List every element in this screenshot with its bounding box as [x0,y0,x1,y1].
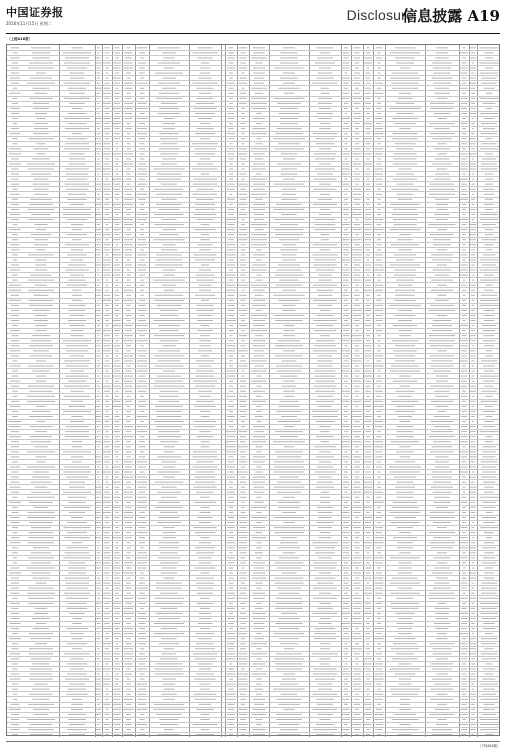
section-title: 信息披露 A19 [402,7,500,25]
table-grid [6,44,500,736]
continued-from-label: （上接A18版） [7,37,33,41]
disclosure-label: Disclosure [346,7,414,23]
newspaper-logo: 中国证券报 [6,6,64,19]
continued-on-label: （下转A20版） [477,744,500,748]
masthead [6,4,500,30]
issue-date: 2016年11月15日 星期二 [6,21,52,26]
disclosure-table [6,38,500,740]
fine-print-texture [7,45,501,737]
header-divider [6,33,500,34]
footer-divider [6,741,500,742]
